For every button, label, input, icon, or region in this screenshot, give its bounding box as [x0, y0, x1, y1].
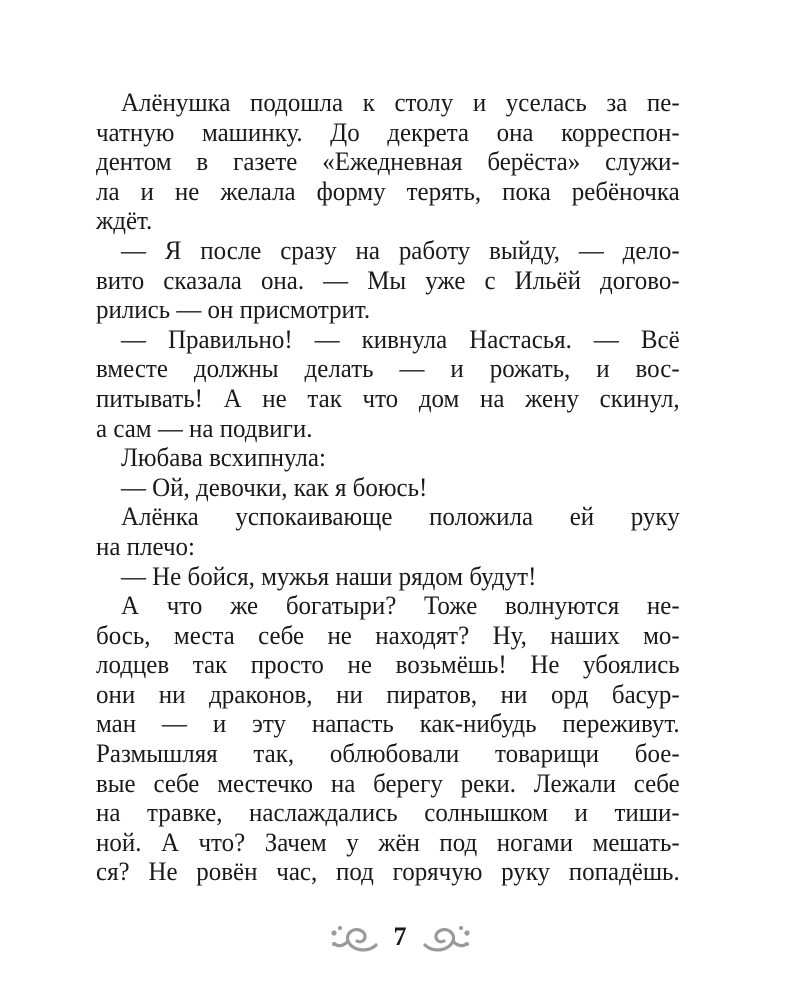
text-line: — Не бойся, мужья наши рядом будут!	[120, 561, 537, 591]
text-line: они ни драконов, ни пиратов, ни орд басур-	[96, 679, 680, 709]
text-line: А что же богатыри? Тоже волнуются не-	[120, 591, 680, 621]
text-line: дентом в газете «Ежедневная берёста» служи-	[96, 147, 680, 177]
text-line: Размышляя так, облюбовали товарищи бое-	[96, 739, 680, 769]
text-line: на травке, наслаждались солнышком и тиши-	[96, 798, 680, 828]
text-line: Алёнушка подошла к столу и уселась за пе-	[120, 88, 680, 117]
text-line: ждёт.	[96, 206, 153, 236]
page-text	[96, 88, 680, 887]
text-line: — Я после сразу на работу выйду, — дело-	[120, 235, 680, 265]
text-line: ся? Не ровён час, под горячую руку попадёшь.	[96, 857, 680, 887]
text-line: вые себе местечко на берегу реки. Лежали себе	[96, 768, 680, 798]
text-line: вместе должны делать — и рожать, и вос-	[96, 354, 680, 384]
text-line: ман — и эту напасть как-нибудь переживут.	[96, 709, 680, 739]
text-line: — Правильно! — кивнула Настасья. — Всё	[120, 324, 680, 354]
text-line: чатную машинку. До декрета она корреспон-	[96, 117, 680, 147]
text-line: ла и не желала форму терять, пока ребёночка	[96, 176, 680, 206]
scroll-ornament-right-icon	[421, 919, 473, 955]
text-line: питывать! А не так что дом на жену скинул,	[96, 383, 680, 413]
scroll-ornament-left-icon	[328, 919, 380, 955]
text-line: Алёнка успокаивающе положила ей руку	[120, 502, 680, 532]
page-footer	[0, 912, 800, 962]
text-line: рились — он присмотрит.	[96, 295, 371, 325]
text-line: — Ой, девочки, как я боюсь!	[120, 472, 428, 502]
text-line: а сам — на подвиги.	[96, 413, 313, 443]
text-line: на плечо:	[96, 531, 195, 561]
text-line: вито сказала она. — Мы уже с Ильёй догово-	[96, 265, 680, 295]
page-number: 7	[393, 922, 407, 951]
text-line: бось, места себе не находят? Ну, наших мо-	[96, 620, 680, 650]
text-line: лодцев так просто не возьмёшь! Не убоялись	[96, 650, 680, 680]
text-line: Любава всхипнула:	[120, 443, 326, 473]
text-line: ной. А что? Зачем у жён под ногами мешать-	[96, 827, 680, 857]
